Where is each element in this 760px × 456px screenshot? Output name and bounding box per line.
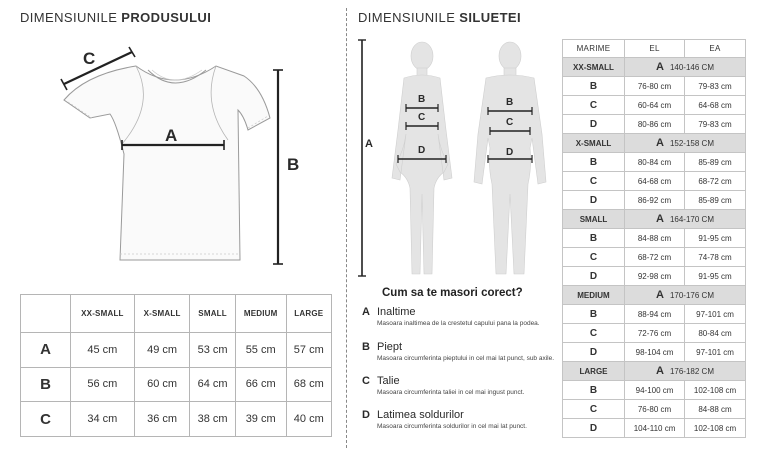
- height-letter: A: [656, 61, 664, 73]
- height-letter: A: [656, 365, 664, 377]
- size-group-row: [563, 58, 746, 77]
- column-header: LARGE: [286, 295, 331, 333]
- table-row: [563, 381, 746, 400]
- table-cell: 34 cm: [71, 402, 135, 437]
- table-row: [563, 153, 746, 172]
- table-cell: 39 cm: [235, 402, 286, 437]
- size-group-name: LARGE: [563, 362, 625, 381]
- table-cell: 80-86 cm: [625, 115, 685, 134]
- table-cell: 84-88 cm: [685, 400, 746, 419]
- size-group-row: [563, 210, 746, 229]
- table-cell: 74-78 cm: [685, 248, 746, 267]
- height-value: 170-176 CM: [669, 291, 714, 300]
- measure-letter: D: [362, 409, 370, 421]
- row-label: B: [563, 305, 625, 324]
- shirt-label-a: A: [165, 126, 178, 145]
- row-label: B: [563, 153, 625, 172]
- table-cell: 91-95 cm: [685, 267, 746, 286]
- figure-label-d-female: D: [418, 145, 426, 156]
- height-value: 140-146 CM: [669, 63, 714, 72]
- table-cell: 49 cm: [134, 333, 190, 368]
- table-cell: 68-72 cm: [625, 248, 685, 267]
- row-label: D: [563, 343, 625, 362]
- row-label: A: [21, 333, 71, 368]
- table-cell: 88-94 cm: [625, 305, 685, 324]
- row-label: B: [563, 77, 625, 96]
- table-cell: 86-92 cm: [625, 191, 685, 210]
- table-row: [21, 367, 332, 402]
- row-label: C: [563, 172, 625, 191]
- row-label: B: [563, 229, 625, 248]
- row-label: D: [563, 191, 625, 210]
- table-cell: 80-84 cm: [685, 324, 746, 343]
- table-cell: 57 cm: [286, 333, 331, 368]
- figure-label-b-male: B: [506, 97, 514, 108]
- table-cell: 72-76 cm: [625, 324, 685, 343]
- table-row: [21, 333, 332, 368]
- size-group-name: MEDIUM: [563, 286, 625, 305]
- product-dimensions-title: [20, 10, 211, 25]
- shirt-label-b: B: [287, 155, 300, 174]
- table-row: [563, 172, 746, 191]
- height-letter: A: [656, 137, 664, 149]
- table-row: [563, 77, 746, 96]
- measure-name: Inaltime: [377, 306, 416, 318]
- table-cell: 85-89 cm: [685, 153, 746, 172]
- height-value: 152-158 CM: [669, 139, 714, 148]
- table-cell: 55 cm: [235, 333, 286, 368]
- height-value: 176-182 CM: [669, 367, 714, 376]
- height-letter: A: [656, 289, 664, 301]
- table-cell: 64 cm: [190, 367, 235, 402]
- table-cell: 85-89 cm: [685, 191, 746, 210]
- table-cell: 104-110 cm: [625, 419, 685, 438]
- figure-label-a: A: [365, 138, 373, 150]
- row-label: C: [563, 248, 625, 267]
- measure-description: Masoara circumferinta soldurilor in cel mai lat punct.: [377, 423, 527, 430]
- table-cell: 56 cm: [71, 367, 135, 402]
- table-cell: 91-95 cm: [685, 229, 746, 248]
- measure-letter: B: [362, 341, 370, 353]
- row-label: C: [563, 96, 625, 115]
- height-letter: A: [656, 213, 664, 225]
- table-cell: 45 cm: [71, 333, 135, 368]
- measure-description: Masoara circumferinta taliei in cel mai ingust punct.: [377, 389, 525, 396]
- size-group-name: X-SMALL: [563, 134, 625, 153]
- table-cell: 53 cm: [190, 333, 235, 368]
- table-cell: 97-101 cm: [685, 343, 746, 362]
- measure-name: Piept: [377, 341, 403, 353]
- table-cell: 64-68 cm: [685, 96, 746, 115]
- table-row: [563, 267, 746, 286]
- row-label: B: [563, 381, 625, 400]
- table-cell: 76-80 cm: [625, 400, 685, 419]
- size-group-height: [625, 134, 746, 153]
- row-label: B: [21, 367, 71, 402]
- size-group-height: [625, 210, 746, 229]
- title-bold: SILUETEI: [459, 10, 521, 25]
- title-bold: PRODUSULUI: [121, 10, 212, 25]
- height-value: 164-170 CM: [669, 215, 714, 224]
- size-group-row: [563, 362, 746, 381]
- size-group-name: SMALL: [563, 210, 625, 229]
- column-header: MARIME: [563, 40, 625, 58]
- table-cell: 92-98 cm: [625, 267, 685, 286]
- section-divider: [346, 8, 347, 448]
- silhouette-size-table: [562, 39, 746, 438]
- body-silhouettes-illustration: [352, 38, 552, 282]
- size-group-height: [625, 362, 746, 381]
- title-light: DIMENSIUNILE: [20, 10, 122, 25]
- table-row: [563, 400, 746, 419]
- measure-description: Masoara inaltimea de la crestetul capului pana la podea.: [377, 320, 540, 327]
- measure-name: Latimea soldurilor: [377, 409, 464, 421]
- table-cell: 76-80 cm: [625, 77, 685, 96]
- row-label: C: [563, 400, 625, 419]
- product-size-table: [20, 294, 332, 437]
- table-cell: 102-108 cm: [685, 419, 746, 438]
- measure-letter: C: [362, 375, 370, 387]
- table-cell: 64-68 cm: [625, 172, 685, 191]
- column-header: X-SMALL: [134, 295, 190, 333]
- row-label: D: [563, 419, 625, 438]
- measure-name: Talie: [377, 375, 400, 387]
- table-cell: 79-83 cm: [685, 77, 746, 96]
- table-cell: 94-100 cm: [625, 381, 685, 400]
- table-row: [563, 115, 746, 134]
- column-header: XX-SMALL: [71, 295, 135, 333]
- figure-label-d-male: D: [506, 147, 514, 158]
- table-cell: 36 cm: [134, 402, 190, 437]
- column-header: SMALL: [190, 295, 235, 333]
- table-cell: 40 cm: [286, 402, 331, 437]
- howto-title: Cum sa te masori corect?: [382, 287, 523, 299]
- table-row: [563, 248, 746, 267]
- figure-label-c-male: C: [506, 117, 514, 128]
- size-group-row: [563, 134, 746, 153]
- table-row: [563, 191, 746, 210]
- table-cell: 97-101 cm: [685, 305, 746, 324]
- table-row: [563, 229, 746, 248]
- table-cell: 80-84 cm: [625, 153, 685, 172]
- size-group-height: [625, 286, 746, 305]
- size-group-row: [563, 286, 746, 305]
- table-row: [21, 402, 332, 437]
- table-row: [563, 305, 746, 324]
- table-cell: 60 cm: [134, 367, 190, 402]
- table-cell: 68 cm: [286, 367, 331, 402]
- row-label: D: [563, 267, 625, 286]
- size-group-height: [625, 58, 746, 77]
- table-cell: 98-104 cm: [625, 343, 685, 362]
- column-header: EL: [625, 40, 685, 58]
- table-cell: 60-64 cm: [625, 96, 685, 115]
- figure-label-b-female: B: [418, 94, 426, 105]
- table-cell: 38 cm: [190, 402, 235, 437]
- table-cell: 68-72 cm: [685, 172, 746, 191]
- row-label: D: [563, 115, 625, 134]
- table-cell: 102-108 cm: [685, 381, 746, 400]
- table-header-row: [21, 295, 332, 333]
- shirt-label-c: C: [83, 49, 96, 68]
- table-corner: [21, 295, 71, 333]
- measure-letter: A: [362, 306, 370, 318]
- table-header-row: [563, 40, 746, 58]
- table-row: [563, 96, 746, 115]
- table-cell: 66 cm: [235, 367, 286, 402]
- table-row: [563, 324, 746, 343]
- table-cell: 79-83 cm: [685, 115, 746, 134]
- table-cell: 84-88 cm: [625, 229, 685, 248]
- table-row: [563, 343, 746, 362]
- size-group-name: XX-SMALL: [563, 58, 625, 77]
- measure-description: Masoara circumferinta pieptului in cel mai lat punct, sub axile.: [377, 355, 555, 362]
- silhouette-dimensions-title: [358, 10, 521, 25]
- column-header: EA: [685, 40, 746, 58]
- figure-label-c-female: C: [418, 112, 426, 123]
- table-row: [563, 419, 746, 438]
- tshirt-illustration: [56, 44, 306, 270]
- row-label: C: [563, 324, 625, 343]
- title-light: DIMENSIUNILE: [358, 10, 460, 25]
- column-header: MEDIUM: [235, 295, 286, 333]
- row-label: C: [21, 402, 71, 437]
